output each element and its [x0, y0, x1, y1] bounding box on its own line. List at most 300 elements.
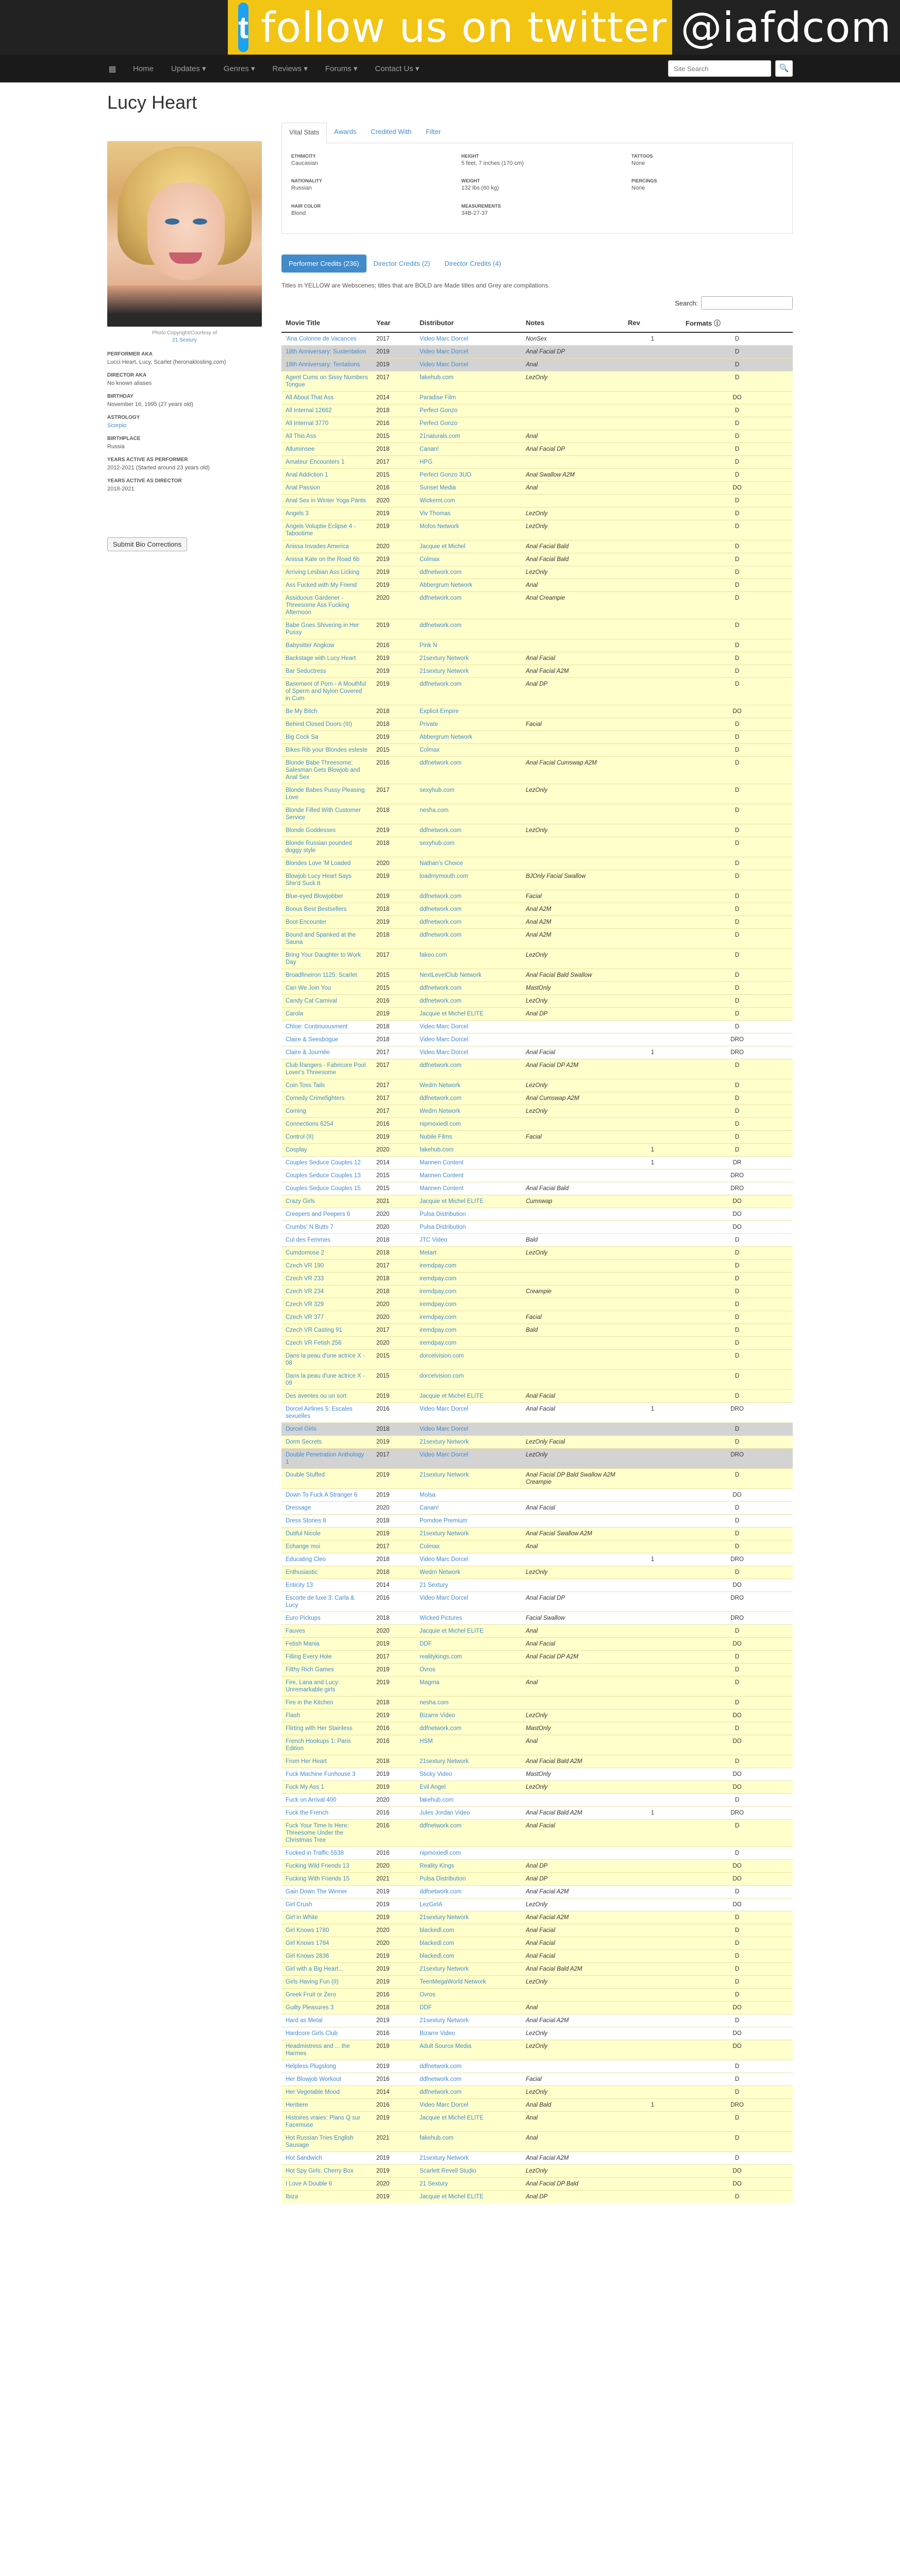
credit-distributor-link[interactable]: 21 Sextury — [415, 2178, 522, 2191]
credit-distributor-link[interactable]: Perfect Gonzo 3UO — [415, 469, 522, 482]
credit-distributor-link[interactable]: iremdpay.com — [415, 1337, 522, 1350]
credit-distributor-link[interactable]: Video Marc Dorcel — [415, 1403, 522, 1423]
credit-review-count[interactable] — [624, 1324, 681, 1337]
credit-title-link[interactable]: Dutiful Nicole — [281, 1528, 372, 1540]
credit-distributor-link[interactable]: 21sextury Network — [415, 1963, 522, 1976]
credit-distributor-link[interactable]: nipmoxiedl.com — [415, 1118, 522, 1131]
credit-title-link[interactable]: Club Rangers - Fabricore Pool Lover's Threesome — [281, 1059, 372, 1079]
credit-title-link[interactable]: Babysitter Angkow — [281, 639, 372, 652]
credit-review-count[interactable] — [624, 346, 681, 359]
credit-title-link[interactable]: All About That Ass — [281, 392, 372, 404]
credit-title-link[interactable]: Cosplay — [281, 1144, 372, 1157]
credit-distributor-link[interactable]: iremdpay.com — [415, 1285, 522, 1298]
credit-distributor-link[interactable]: 21sextury Network — [415, 665, 522, 678]
credit-title-link[interactable]: Fucking With Friends 15 — [281, 1873, 372, 1886]
credit-title-link[interactable]: From Her Heart — [281, 1755, 372, 1768]
credit-title-link[interactable]: Anal Passion — [281, 482, 372, 495]
credit-distributor-link[interactable]: DDF — [415, 2002, 522, 2014]
credit-distributor-link[interactable]: TeenMegaWorld Network — [415, 1976, 522, 1989]
info-value[interactable]: Scorpio — [107, 422, 127, 429]
credit-review-count[interactable] — [624, 520, 681, 540]
credit-title-link[interactable]: Girl with a Big Heart... — [281, 1963, 372, 1976]
credit-title-link[interactable]: Girls Having Fun (II) — [281, 1976, 372, 1989]
credit-title-link[interactable]: Dressage — [281, 1502, 372, 1515]
credit-distributor-link[interactable]: ddfnetwork.com — [415, 982, 522, 995]
credit-distributor-link[interactable]: ddfnetwork.com — [415, 678, 522, 705]
credit-review-count[interactable] — [624, 1794, 681, 1807]
credit-title-link[interactable]: Ibiza — [281, 2191, 372, 2204]
credit-title-link[interactable]: Czech VR 190 — [281, 1260, 372, 1273]
credit-review-count[interactable] — [624, 1963, 681, 1976]
credit-review-count[interactable] — [624, 731, 681, 744]
credit-review-count[interactable] — [624, 652, 681, 665]
credit-review-count[interactable] — [624, 1021, 681, 1033]
credit-review-count[interactable] — [624, 1625, 681, 1638]
credit-title-link[interactable]: Girl Knows 1780 — [281, 1924, 372, 1937]
photo-caption-link[interactable]: 21 Sextury — [172, 337, 197, 343]
tab-awards[interactable]: Awards — [334, 128, 357, 135]
credit-title-link[interactable]: Blonde Goddesses — [281, 824, 372, 837]
credit-review-count[interactable] — [624, 1260, 681, 1273]
credit-title-link[interactable]: Couples Seduce Couples 13 — [281, 1170, 372, 1182]
credit-distributor-link[interactable]: Nathan's Choice — [415, 857, 522, 870]
credit-title-link[interactable]: Czech VR 377 — [281, 1311, 372, 1324]
credit-distributor-link[interactable]: Reality Kings — [415, 1860, 522, 1873]
credit-distributor-link[interactable]: Bizarre Video — [415, 2027, 522, 2040]
credit-distributor-link[interactable]: Jacquie et Michel ELITE — [415, 1390, 522, 1403]
credit-title-link[interactable]: Down To Fuck A Stranger 6 — [281, 1489, 372, 1502]
credit-review-count[interactable] — [624, 430, 681, 443]
credit-title-link[interactable]: Basement of Porn - A Mouthful of Sperm and Nylon Covered in Cum — [281, 678, 372, 705]
credit-title-link[interactable]: Dorcel Girls — [281, 1423, 372, 1436]
credit-review-count[interactable] — [624, 417, 681, 430]
credit-distributor-link[interactable]: 21sextury Network — [415, 2152, 522, 2165]
credit-review-count[interactable] — [624, 1247, 681, 1260]
col-header-notes[interactable]: Notes — [522, 314, 624, 332]
credit-distributor-link[interactable]: blackedl.com — [415, 1937, 522, 1950]
credit-review-count[interactable] — [624, 566, 681, 579]
credit-review-count[interactable] — [624, 1008, 681, 1021]
credit-distributor-link[interactable]: Ovros — [415, 1989, 522, 2002]
credit-distributor-link[interactable]: Jacquie et Michel ELITE — [415, 1008, 522, 1021]
credit-distributor-link[interactable]: Wickemt.com — [415, 495, 522, 507]
credit-title-link[interactable]: Blonde Babes Pussy Pleasing Love — [281, 784, 372, 804]
credit-title-link[interactable]: Anissa Kate on the Road 6b — [281, 553, 372, 566]
credit-review-count[interactable] — [624, 870, 681, 890]
credit-distributor-link[interactable]: Pulsa Distribution — [415, 1208, 522, 1221]
credit-distributor-link[interactable]: ddfnetwork.com — [415, 995, 522, 1008]
credit-review-count[interactable] — [624, 2112, 681, 2132]
credit-review-count[interactable] — [624, 1976, 681, 1989]
credit-distributor-link[interactable]: 21sextury Network — [415, 1755, 522, 1768]
credit-title-link[interactable]: French Hookups 1: Paris Edition — [281, 1735, 372, 1755]
credit-title-link[interactable]: Greek Fruit or Zero — [281, 1989, 372, 2002]
credit-distributor-link[interactable]: nesha.com — [415, 1697, 522, 1709]
credit-title-link[interactable]: Hard as Metal — [281, 2014, 372, 2027]
credit-distributor-link[interactable]: ddfnetwork.com — [415, 1722, 522, 1735]
credit-title-link[interactable]: Bar Seductress — [281, 665, 372, 678]
credit-distributor-link[interactable]: Explicit Empire — [415, 705, 522, 718]
credit-distributor-link[interactable]: Pulsa Distribution — [415, 1873, 522, 1886]
credit-review-count[interactable] — [624, 592, 681, 619]
credit-title-link[interactable]: All Internal 3770 — [281, 417, 372, 430]
credit-distributor-link[interactable]: ddfnetwork.com — [415, 2073, 522, 2086]
nav-genres[interactable]: Genres ▾ — [223, 64, 255, 73]
credit-distributor-link[interactable]: Ovros — [415, 1664, 522, 1676]
credit-distributor-link[interactable]: Jacquie et Michel — [415, 540, 522, 553]
credit-review-count[interactable] — [624, 1423, 681, 1436]
credit-title-link[interactable]: Behind Closed Doors (III) — [281, 718, 372, 731]
credit-title-link[interactable]: Double Penetration Anthology 1 — [281, 1449, 372, 1469]
credit-title-link[interactable]: All Internal 12662 — [281, 404, 372, 417]
credit-title-link[interactable]: Couples Seduce Couples 15 — [281, 1182, 372, 1195]
credit-title-link[interactable]: Can We Join You — [281, 982, 372, 995]
credit-distributor-link[interactable]: ddfnetwork.com — [415, 824, 522, 837]
credit-review-count[interactable] — [624, 1768, 681, 1781]
credit-review-count[interactable] — [624, 1989, 681, 2002]
credit-distributor-link[interactable]: Video Marc Dorcel — [415, 1553, 522, 1566]
credit-title-link[interactable]: Fucking Wild Friends 13 — [281, 1860, 372, 1873]
credit-review-count[interactable] — [624, 1449, 681, 1469]
credit-title-link[interactable]: Broadfineiron 1125: Scarlet — [281, 969, 372, 982]
credit-distributor-link[interactable]: Adult Source Media — [415, 2040, 522, 2060]
credit-review-count[interactable] — [624, 1234, 681, 1247]
credit-title-link[interactable]: Dorm Secrets — [281, 1436, 372, 1449]
credit-title-link[interactable]: Guilty Pleasures 3 — [281, 2002, 372, 2014]
credit-distributor-link[interactable]: Colmax — [415, 744, 522, 757]
credit-distributor-link[interactable]: dorcelvision.com — [415, 1350, 522, 1370]
credit-distributor-link[interactable]: ddfnetwork.com — [415, 890, 522, 903]
credit-review-count[interactable] — [624, 2178, 681, 2191]
credit-title-link[interactable]: I Love A Double 6 — [281, 2178, 372, 2191]
credit-distributor-link[interactable]: Mofos Network — [415, 520, 522, 540]
credit-review-count[interactable] — [624, 1208, 681, 1221]
credit-distributor-link[interactable]: 21sextury Network — [415, 2014, 522, 2027]
credit-review-count[interactable] — [624, 1528, 681, 1540]
credit-distributor-link[interactable]: Mannen Content — [415, 1157, 522, 1170]
credit-review-count[interactable] — [624, 1579, 681, 1592]
credit-review-count[interactable]: 1 — [624, 332, 681, 346]
credit-title-link[interactable]: Enticity 13 — [281, 1579, 372, 1592]
credit-review-count[interactable] — [624, 1781, 681, 1794]
credit-distributor-link[interactable]: fakehub.com — [415, 371, 522, 392]
credit-distributor-link[interactable]: Metart — [415, 1247, 522, 1260]
credit-title-link[interactable]: Hardcore Girls Club — [281, 2027, 372, 2040]
credit-title-link[interactable]: Girl Knows 1784 — [281, 1937, 372, 1950]
nav-home[interactable]: Home — [133, 64, 154, 73]
credit-distributor-link[interactable]: Paradise Film — [415, 392, 522, 404]
credit-title-link[interactable]: Assiduous Gardener - Threesome Ass Fucking Afternoon — [281, 592, 372, 619]
credit-review-count[interactable] — [624, 2191, 681, 2204]
credit-title-link[interactable]: Hot Russian Tries English Sausage — [281, 2132, 372, 2152]
credit-distributor-link[interactable]: Video Marc Dorcel — [415, 359, 522, 371]
credit-review-count[interactable] — [624, 1950, 681, 1963]
credit-title-link[interactable]: 'Ana Colonne de Vacances — [281, 332, 372, 346]
credit-review-count[interactable] — [624, 1847, 681, 1860]
credit-review-count[interactable] — [624, 2073, 681, 2086]
credit-review-count[interactable] — [624, 1873, 681, 1886]
credit-review-count[interactable] — [624, 392, 681, 404]
credit-distributor-link[interactable]: ddfnetwork.com — [415, 1820, 522, 1847]
credit-title-link[interactable]: Babe Goes Shivering in Her Pussy — [281, 619, 372, 639]
credit-title-link[interactable]: Flash — [281, 1709, 372, 1722]
credit-review-count[interactable] — [624, 2086, 681, 2099]
twitter-banner[interactable] — [228, 0, 892, 55]
credit-title-link[interactable]: Agent Cums on Sissy Numbers Tongue — [281, 371, 372, 392]
credit-review-count[interactable] — [624, 507, 681, 520]
credit-review-count[interactable] — [624, 784, 681, 804]
credit-title-link[interactable]: Blonde Filled With Customer Service — [281, 804, 372, 824]
credit-distributor-link[interactable]: blackedl.com — [415, 1950, 522, 1963]
credit-review-count[interactable] — [624, 540, 681, 553]
credit-distributor-link[interactable]: DDF — [415, 1638, 522, 1651]
credit-title-link[interactable]: Blowjob Lucy Heart Says She'd Suck It — [281, 870, 372, 890]
credit-review-count[interactable] — [624, 1195, 681, 1208]
credit-review-count[interactable] — [624, 1540, 681, 1553]
credit-review-count[interactable] — [624, 1860, 681, 1873]
credit-title-link[interactable]: Couples Seduce Couples 12 — [281, 1157, 372, 1170]
credit-distributor-link[interactable]: 21sextury Network — [415, 1469, 522, 1489]
credit-review-count[interactable]: 1 — [624, 1807, 681, 1820]
credit-title-link[interactable]: Crumbs' N Butts 7 — [281, 1221, 372, 1234]
credit-title-link[interactable]: Czech VR Casting 91 — [281, 1324, 372, 1337]
credit-title-link[interactable]: Big Cock Sa — [281, 731, 372, 744]
col-header-year[interactable]: Year — [372, 314, 415, 332]
credit-review-count[interactable] — [624, 1886, 681, 1899]
credit-review-count[interactable] — [624, 1337, 681, 1350]
credit-distributor-link[interactable]: Bizarre Video — [415, 1709, 522, 1722]
credit-review-count[interactable] — [624, 1638, 681, 1651]
credit-title-link[interactable]: Anal Addiction 1 — [281, 469, 372, 482]
credit-title-link[interactable]: Fuck My Ass 1 — [281, 1781, 372, 1794]
credit-review-count[interactable] — [624, 1033, 681, 1046]
credit-review-count[interactable]: 1 — [624, 2099, 681, 2112]
credit-distributor-link[interactable]: Colmax — [415, 553, 522, 566]
credit-title-link[interactable]: Dans la peau d'une actrice X - 08 — [281, 1350, 372, 1370]
credit-distributor-link[interactable]: Pink N — [415, 639, 522, 652]
credit-distributor-link[interactable]: Wicked Pictures — [415, 1612, 522, 1625]
credit-distributor-link[interactable]: Abbergrum Network — [415, 731, 522, 744]
credit-review-count[interactable]: 1 — [624, 1144, 681, 1157]
credit-review-count[interactable] — [624, 1676, 681, 1697]
credit-distributor-link[interactable]: Abbergrum Network — [415, 579, 522, 592]
credit-title-link[interactable]: Crazy Girls — [281, 1195, 372, 1208]
credit-review-count[interactable] — [624, 1350, 681, 1370]
col-header-distributor[interactable]: Distributor — [415, 314, 522, 332]
credit-title-link[interactable]: Fire, Lana and Lucy: Unremarkable girls — [281, 1676, 372, 1697]
submit-bio-corrections-button[interactable]: Submit Bio Corrections — [107, 537, 187, 551]
credit-distributor-link[interactable]: JTC Video — [415, 1234, 522, 1247]
credit-title-link[interactable]: Boot Encounter — [281, 916, 372, 929]
credit-review-count[interactable] — [624, 1092, 681, 1105]
credit-distributor-link[interactable]: Canan! — [415, 443, 522, 456]
credit-distributor-link[interactable]: Video Marc Dorcel — [415, 1423, 522, 1436]
credit-review-count[interactable] — [624, 2040, 681, 2060]
credit-title-link[interactable]: Hot Spy Girls: Cherry Box — [281, 2165, 372, 2178]
credit-distributor-link[interactable]: Jacquie et Michel ELITE — [415, 2191, 522, 2204]
credit-title-link[interactable]: Angels Voluptie Eclipse 4 - Tabootime — [281, 520, 372, 540]
credit-distributor-link[interactable]: Sticky Video — [415, 1768, 522, 1781]
credit-distributor-link[interactable]: fakehub.com — [415, 1144, 522, 1157]
credit-review-count[interactable] — [624, 804, 681, 824]
credit-review-count[interactable] — [624, 1170, 681, 1182]
credit-review-count[interactable] — [624, 1298, 681, 1311]
col-header-title[interactable]: Movie Title — [281, 314, 372, 332]
credit-title-link[interactable]: Carola — [281, 1008, 372, 1021]
credit-distributor-link[interactable]: blackedl.com — [415, 1924, 522, 1937]
credit-distributor-link[interactable]: ddfnetwork.com — [415, 592, 522, 619]
credit-title-link[interactable]: Cumdomose 2 — [281, 1247, 372, 1260]
credit-review-count[interactable] — [624, 1755, 681, 1768]
credit-review-count[interactable] — [624, 949, 681, 969]
credit-title-link[interactable]: Cul des Femmes — [281, 1234, 372, 1247]
col-header-formats[interactable]: Formats ⓘ — [681, 314, 793, 332]
credit-review-count[interactable] — [624, 469, 681, 482]
credit-title-link[interactable]: Bikes Rib your Blondes esteste — [281, 744, 372, 757]
credit-review-count[interactable] — [624, 579, 681, 592]
credit-distributor-link[interactable]: LezGirlA — [415, 1899, 522, 1911]
credit-review-count[interactable] — [624, 1651, 681, 1664]
credit-title-link[interactable]: Flirting with Her Stainless — [281, 1722, 372, 1735]
credit-review-count[interactable] — [624, 678, 681, 705]
tab-scene-pairings[interactable]: Director Credits (2) — [373, 260, 430, 267]
credit-title-link[interactable]: Fuck Machine Funhouse 3 — [281, 1768, 372, 1781]
credit-distributor-link[interactable]: 21naturals.com — [415, 430, 522, 443]
credit-review-count[interactable] — [624, 824, 681, 837]
credit-distributor-link[interactable]: Video Marc Dorcel — [415, 1021, 522, 1033]
nav-updates[interactable]: Updates ▾ — [171, 64, 206, 73]
credit-title-link[interactable]: Claire & Journée — [281, 1046, 372, 1059]
credit-review-count[interactable] — [624, 619, 681, 639]
credit-title-link[interactable]: Amateur Encounters 1 — [281, 456, 372, 469]
credit-title-link[interactable]: Backstage with Lucy Heart — [281, 652, 372, 665]
credit-title-link[interactable]: Connections 6254 — [281, 1118, 372, 1131]
credit-review-count[interactable] — [624, 1285, 681, 1298]
credit-review-count[interactable] — [624, 995, 681, 1008]
credit-distributor-link[interactable]: NextLevelClub Network — [415, 969, 522, 982]
credit-title-link[interactable]: Bring Your Daughter to Work Day — [281, 949, 372, 969]
credit-title-link[interactable]: Escorte de luxe 3: Carla & Lucy — [281, 1592, 372, 1612]
credit-review-count[interactable]: 1 — [624, 1046, 681, 1059]
credit-review-count[interactable] — [624, 495, 681, 507]
col-header-rev[interactable]: Rev — [624, 314, 681, 332]
credit-distributor-link[interactable]: ddfnetwork.com — [415, 1092, 522, 1105]
tab-filter[interactable]: Filter — [426, 128, 441, 135]
credit-title-link[interactable]: Helpless Plugslong — [281, 2060, 372, 2073]
credit-distributor-link[interactable]: iremdpay.com — [415, 1298, 522, 1311]
credit-review-count[interactable] — [624, 1937, 681, 1950]
credit-distributor-link[interactable]: Scarlett Revell Studio — [415, 2165, 522, 2178]
search-icon[interactable]: 🔍 — [775, 60, 793, 77]
credit-distributor-link[interactable]: Jacquie et Michel ELITE — [415, 1195, 522, 1208]
credit-distributor-link[interactable]: 21sextury Network — [415, 652, 522, 665]
credit-review-count[interactable] — [624, 1924, 681, 1937]
credit-review-count[interactable] — [624, 1221, 681, 1234]
credit-title-link[interactable]: Blonde Russian pounded doggy style — [281, 837, 372, 857]
credit-distributor-link[interactable]: Video Marc Dorcel — [415, 346, 522, 359]
credit-distributor-link[interactable]: iremdpay.com — [415, 1260, 522, 1273]
credit-distributor-link[interactable]: Video Marc Dorcel — [415, 2099, 522, 2112]
credit-title-link[interactable]: Blue-eyed Blowjobber — [281, 890, 372, 903]
credit-review-count[interactable] — [624, 443, 681, 456]
credit-title-link[interactable]: Dress Stories 8 — [281, 1515, 372, 1528]
credit-distributor-link[interactable]: Perfect Gonzo — [415, 404, 522, 417]
credit-review-count[interactable] — [624, 2165, 681, 2178]
credit-distributor-link[interactable]: 21sextury Network — [415, 1911, 522, 1924]
credit-review-count[interactable]: 1 — [624, 1553, 681, 1566]
credit-title-link[interactable]: All This Ass — [281, 430, 372, 443]
credit-review-count[interactable] — [624, 1311, 681, 1324]
credit-title-link[interactable]: 18th Anniversary: Tentations — [281, 359, 372, 371]
credit-title-link[interactable]: Fuck the French — [281, 1807, 372, 1820]
credit-title-link[interactable]: Czech VR 234 — [281, 1285, 372, 1298]
credit-review-count[interactable] — [624, 371, 681, 392]
credit-distributor-link[interactable]: ddfnetwork.com — [415, 619, 522, 639]
credit-review-count[interactable] — [624, 1105, 681, 1118]
credit-distributor-link[interactable]: ddfnetwork.com — [415, 2060, 522, 2073]
credit-title-link[interactable]: Gain Down The Winner — [281, 1886, 372, 1899]
credit-review-count[interactable] — [624, 1059, 681, 1079]
tab-vital-stats[interactable]: Vital Stats — [281, 123, 327, 143]
credit-title-link[interactable]: 18th Anniversary: Sustentation — [281, 346, 372, 359]
credit-title-link[interactable]: Des aventes ou un sort — [281, 1390, 372, 1403]
credit-review-count[interactable] — [624, 1370, 681, 1390]
credit-review-count[interactable] — [624, 1182, 681, 1195]
credit-distributor-link[interactable]: Wedrn Network — [415, 1105, 522, 1118]
credit-title-link[interactable]: Fire in the Kitchen — [281, 1697, 372, 1709]
credit-review-count[interactable] — [624, 482, 681, 495]
credit-title-link[interactable]: Ass Fucked with My Friend — [281, 579, 372, 592]
credit-title-link[interactable]: Fauves — [281, 1625, 372, 1638]
credit-title-link[interactable]: Her Vegetable Mood — [281, 2086, 372, 2099]
credit-title-link[interactable]: Fetish Mania — [281, 1638, 372, 1651]
credit-distributor-link[interactable]: Perfect Gonzo — [415, 417, 522, 430]
credit-title-link[interactable]: Coin Toss Tails — [281, 1079, 372, 1092]
credit-distributor-link[interactable]: Mannen Content — [415, 1170, 522, 1182]
credit-review-count[interactable] — [624, 665, 681, 678]
credit-review-count[interactable] — [624, 1612, 681, 1625]
credit-review-count[interactable] — [624, 2152, 681, 2165]
credit-distributor-link[interactable]: fakehub.com — [415, 2132, 522, 2152]
credit-review-count[interactable] — [624, 1735, 681, 1755]
credit-review-count[interactable] — [624, 1502, 681, 1515]
credit-title-link[interactable]: Anal Sex in Winter Yoga Pants — [281, 495, 372, 507]
credit-distributor-link[interactable]: dorcelvision.com — [415, 1370, 522, 1390]
credit-title-link[interactable]: Headmistress and ... the Harmes — [281, 2040, 372, 2060]
home-icon[interactable]: ▦ — [108, 65, 116, 74]
credit-distributor-link[interactable]: ddfnetwork.com — [415, 1059, 522, 1079]
credit-distributor-link[interactable]: fakehub.com — [415, 1794, 522, 1807]
credit-distributor-link[interactable]: fakeo.com — [415, 949, 522, 969]
credit-title-link[interactable]: Double Stuffed — [281, 1469, 372, 1489]
credit-title-link[interactable]: Fuck on Arrival 400 — [281, 1794, 372, 1807]
credit-distributor-link[interactable]: loadmymouth.com — [415, 870, 522, 890]
credit-title-link[interactable]: Girl Knows 2836 — [281, 1950, 372, 1963]
credit-review-count[interactable] — [624, 1566, 681, 1579]
credit-review-count[interactable] — [624, 1592, 681, 1612]
credit-distributor-link[interactable]: Magma — [415, 1676, 522, 1697]
credit-review-count[interactable] — [624, 1899, 681, 1911]
credit-title-link[interactable]: Hot Sandwich — [281, 2152, 372, 2165]
credit-distributor-link[interactable]: Viv Thomas — [415, 507, 522, 520]
credit-title-link[interactable]: Girl Crush — [281, 1899, 372, 1911]
credit-distributor-link[interactable]: Wedrn Network — [415, 1566, 522, 1579]
credit-distributor-link[interactable]: HSM — [415, 1735, 522, 1755]
credit-title-link[interactable]: Angels 3 — [281, 507, 372, 520]
credit-title-link[interactable]: Czech VR Fetish 256 — [281, 1337, 372, 1350]
credit-title-link[interactable]: Control (II) — [281, 1131, 372, 1144]
credit-title-link[interactable]: Blondes Love 'M Loaded — [281, 857, 372, 870]
